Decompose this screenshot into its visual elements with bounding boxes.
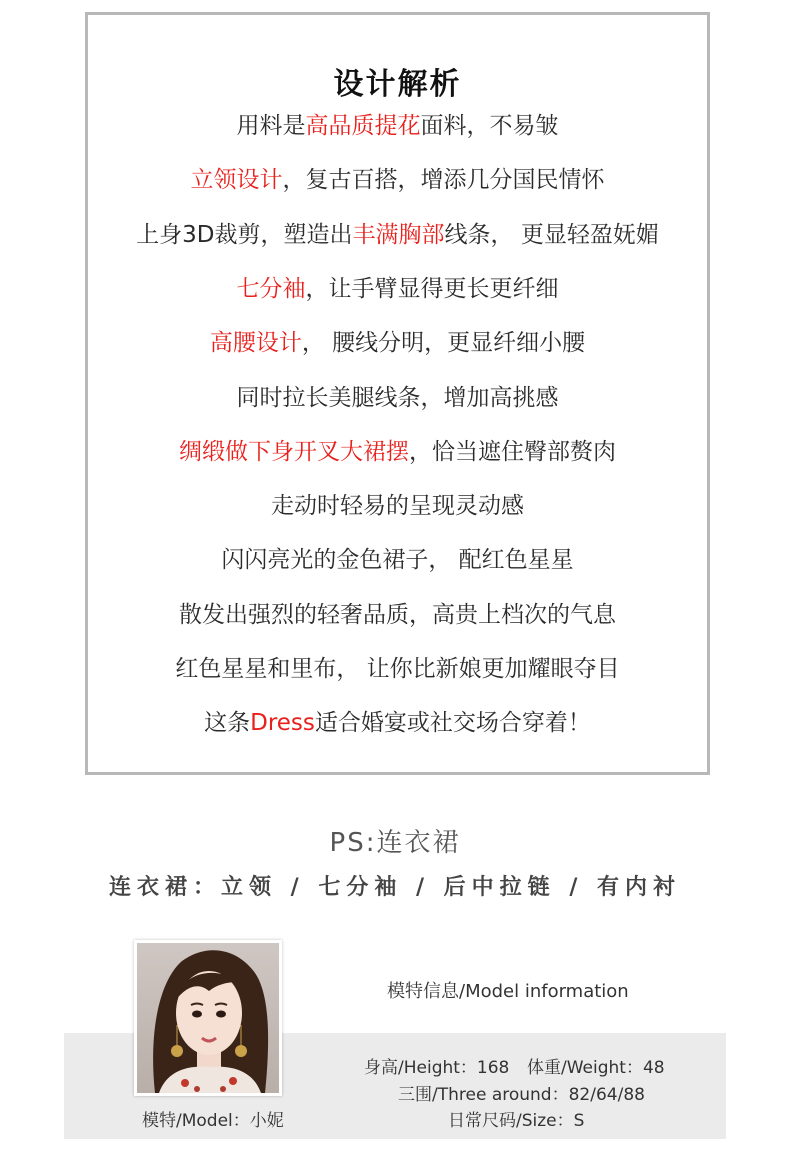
line-text: ，恰当遮住臀部赘肉 [409, 438, 616, 465]
line-text: 闪闪亮光的金色裙子， 配红色星星 [221, 547, 574, 574]
highlight-text: Dress [250, 710, 315, 737]
design-line [88, 220, 707, 250]
design-line [88, 274, 707, 304]
design-line [88, 437, 707, 467]
highlight-text: 绸缎做下身开叉大裙摆 [179, 438, 409, 465]
model-weight: 体重/Weight：48 [527, 1058, 665, 1078]
model-size: 日常尺码/Size：S [448, 1111, 585, 1131]
line-text: 散发出强烈的轻奢品质，高贵上档次的气息 [179, 601, 616, 628]
line-text: 这条 [204, 710, 251, 737]
model-name-label: 模特/Model：小妮 [142, 1111, 284, 1131]
design-line [88, 383, 707, 413]
model-photo [137, 943, 279, 1093]
line-text: ，复古百搭，增添几分国民情怀 [282, 167, 605, 194]
dress-spec-line: 连衣裙：立领 / 七分袖 / 后中拉链 / 有内衬 [108, 874, 682, 900]
design-line [88, 328, 707, 358]
highlight-text: 七分袖 [236, 275, 306, 302]
line-text: 红色星星和里布， 让你比新娘更加耀眼夺目 [175, 656, 620, 682]
line-text: 用料是 [236, 113, 306, 139]
line-text: ， 腰线分明，更显纤细小腰 [301, 330, 586, 357]
design-line [88, 654, 707, 684]
model-measurements: 三围/Three around：82/64/88 [398, 1085, 645, 1105]
line-text: 同时拉长美腿线条，增加高挑感 [236, 384, 559, 411]
line-text: 面料，不易皱 [420, 113, 559, 139]
model-info-title: 模特信息/Model information [387, 981, 629, 1002]
design-line [88, 165, 707, 195]
model-photo-card [134, 940, 282, 1096]
line-text: 走动时轻易的呈现灵动感 [271, 493, 524, 520]
highlight-text: 高腰设计 [209, 330, 302, 357]
design-analysis-box [85, 12, 710, 775]
design-title: 设计解析 [333, 67, 462, 102]
highlight-text: 高品质提花 [305, 113, 421, 139]
line-text: ，让手臂显得更长更纤细 [305, 275, 559, 302]
highlight-text: 丰满胸部 [352, 221, 445, 248]
ps-title: PS:连衣裙 [329, 828, 461, 858]
design-line [88, 545, 707, 575]
design-line [88, 111, 707, 141]
highlight-text: 立领设计 [190, 167, 283, 194]
line-text: 线条， 更显轻盈妩媚 [444, 221, 659, 248]
line-text: 适合婚宴或社交场合穿着！ [314, 710, 591, 737]
model-height: 身高/Height：168 [364, 1058, 510, 1078]
design-line [88, 708, 707, 738]
design-line [88, 600, 707, 630]
line-text: 上身3D裁剪，塑造出 [136, 221, 353, 248]
design-line [88, 491, 707, 521]
